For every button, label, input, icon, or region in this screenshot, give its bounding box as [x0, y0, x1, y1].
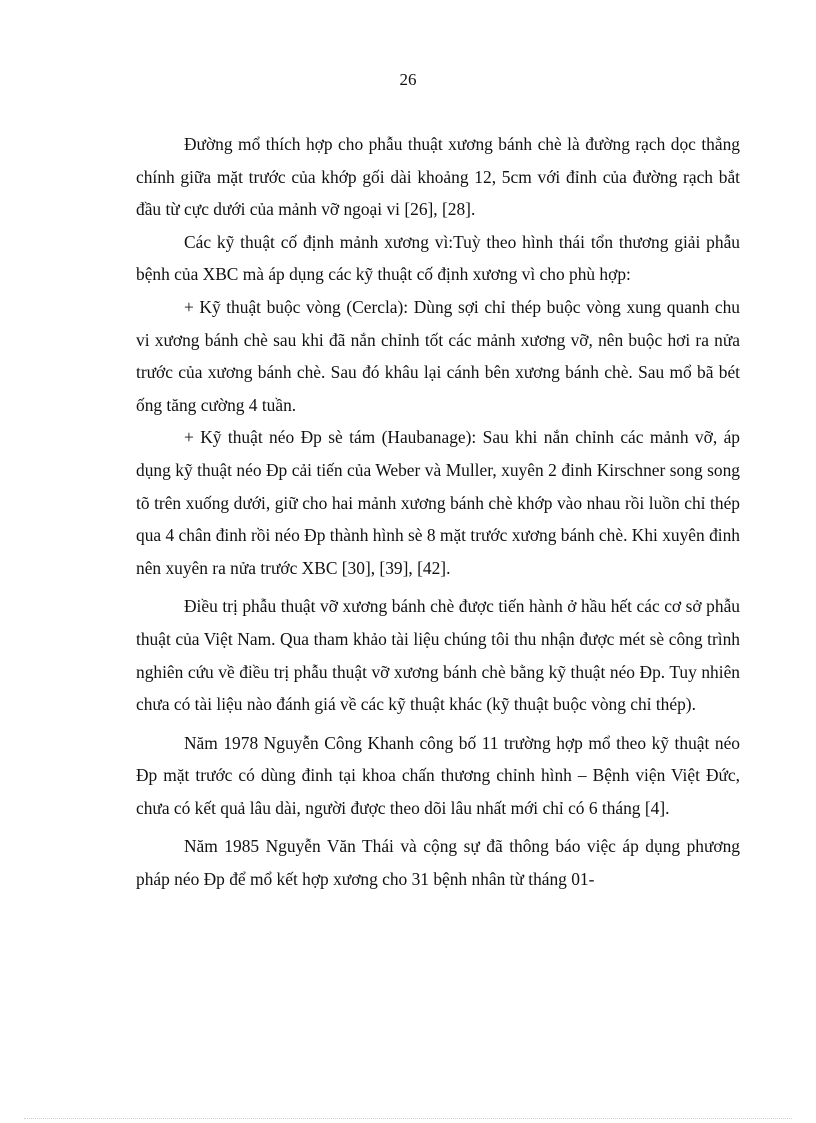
paragraph-vietnam-treatment: Điều trị phẫu thuật vỡ xương bánh chè được tiến hành ở hầu hết các cơ sở phẫu thuật của Việt Nam. Qua tham khảo tài liệu chúng tôi thu nhận được mét sè công trình nghiên cứu về điều trị phẫu thuật vỡ xương bánh chè bằng kỹ thuật néo Đp. Tuy nhiên chưa có tài liệu nào đánh giá về các kỹ thuật khác (kỹ thuật buộc vòng chỉ thép). — [136, 596, 740, 715]
paragraph-1978-study: Năm 1978 Nguyễn Công Khanh công bố 11 trường hợp mổ theo kỹ thuật néo Đp mặt trước có dùng đinh tại khoa chấn thương chỉnh hình – Bệnh viện Việt Đức, chưa có kết quả lâu dài, người được theo dõi lâu nhất mới chỉ có 6 tháng [4]. — [136, 732, 740, 818]
paragraph-1985-study: Năm 1985 Nguyễn Văn Thái và cộng sự đã thông báo việc áp dụng phương pháp néo Đp để mổ kết hợp xương cho 31 bệnh nhân từ tháng 01- — [136, 836, 740, 890]
paragraph-fixation-techniques: Các kỹ thuật cố định mảnh xương vì:Tuỳ theo hình thái tổn thương giải phẫu bệnh của XBC mà áp dụng các kỹ thuật cố định xương vì cho phù hợp: — [136, 231, 740, 285]
paragraph-cerclage: + Kỹ thuật buộc vòng (Cercla): Dùng sợi chỉ thép buộc vòng xung quanh chu vi xương bánh chè sau khi đã nắn chỉnh tốt các mảnh xương vỡ, nên buộc hơi ra nửa trước của xương bánh chè. Sau đó khâu lại cánh bên xương bánh chè. Sau mổ bã bét ống tăng cường 4 tuần. — [136, 296, 740, 415]
page-number: 26 — [399, 70, 417, 89]
page-bottom-divider — [24, 1118, 792, 1119]
paragraph-tension-band: + Kỹ thuật néo Đp sè tám (Haubanage): Sau khi nắn chỉnh các mảnh vỡ, áp dụng kỹ thuật néo Đp cải tiến của Weber và Muller, xuyên 2 đinh Kirschner song song tõ trên xuống dưới, giữ cho hai mảnh xương bánh chè khớp vào nhau rồi luồn chỉ thép qua 4 chân đinh rồi néo Đp thành hình sè 8 mặt trước xương bánh chè. Khi xuyên đinh nên xuyên ra nửa trước XBC [30], [39], [42]. — [136, 427, 740, 578]
paragraph-surgical-approach: Đường mổ thích hợp cho phẫu thuật xương bánh chè là đường rạch dọc thẳng chính giữa mặt trước của khớp gối dài khoảng 12, 5cm với đỉnh của đường rạch bắt đầu từ cực dưới của mảnh vỡ ngoại vi [26], [28]. — [136, 134, 740, 220]
document-body — [136, 128, 740, 896]
